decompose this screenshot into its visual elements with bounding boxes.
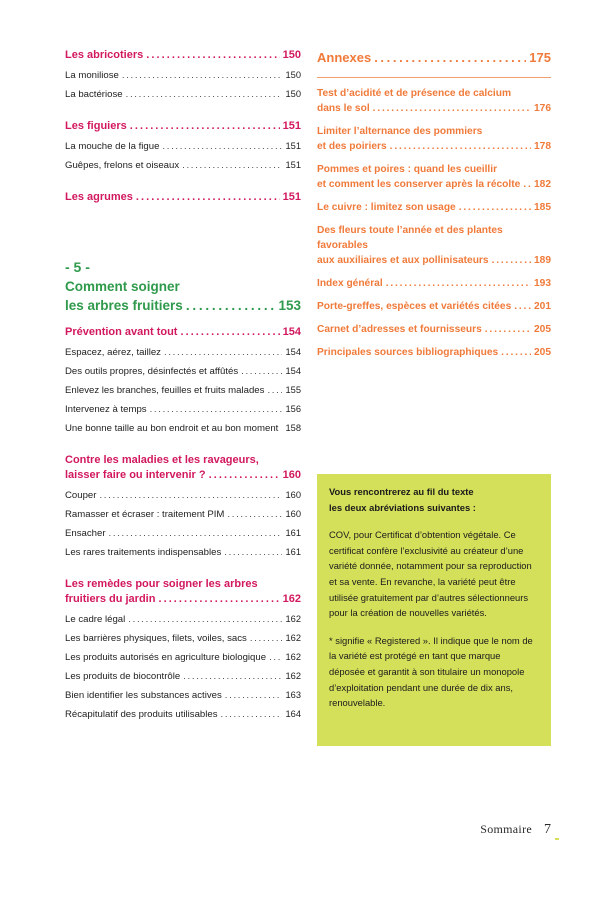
toc-group-prevention [65, 325, 301, 438]
chapter-heading[interactable] [65, 257, 301, 315]
toc-group-remedes [65, 577, 301, 724]
annex-entry[interactable]: Le cuivre : limitez son usage . . . 185 [317, 200, 551, 215]
toc-item[interactable]: Intervenez à temps . . . 156 [65, 400, 301, 419]
toc-group-agrumes [65, 190, 301, 205]
annex-entry[interactable]: Des fleurs toute l’année et des plantes favorables aux auxiliaires et aux pollinisateurs . . . 189 [317, 223, 551, 268]
chapter-title-line1: Comment soigner [65, 279, 180, 294]
box-registered-paragraph: * signifie « Registered ». Il indique que le nom de la variété est protégé en tant que marque déposée et garantit à son titulaire un monopole d’exploitation pendant une durée de dix ans, renouvelable. [329, 634, 533, 709]
toc-item[interactable]: Le cadre légal . . . 162 [65, 610, 301, 629]
annex-entry[interactable]: Principales sources bibliographiques . . . 205 [317, 345, 551, 360]
toc-group-maladies [65, 453, 301, 562]
toc-item[interactable]: La mouche de la figue . . . 151 [65, 137, 301, 156]
footer-accent-mark [555, 838, 559, 840]
chapter-title-line2: les arbres fruitiers [65, 298, 183, 313]
toc-heading[interactable]: Les abricotiers . . . 150 [65, 48, 301, 63]
toc-item[interactable]: Enlevez les branches, feuilles et fruits malades . . . 155 [65, 381, 301, 400]
left-toc-column [65, 48, 301, 739]
toc-item[interactable]: Une bonne taille au bon endroit et au bon moment . . . 158 [65, 419, 301, 438]
toc-item[interactable]: Ramasser et écraser : traitement PIM . . . 160 [65, 505, 301, 524]
annex-entry[interactable]: Limiter l’alternance des pommiers et des poiriers . . . 178 [317, 124, 551, 154]
right-toc-column [317, 48, 551, 368]
toc-item[interactable]: Espacez, aérez, taillez . . . 154 [65, 343, 301, 362]
toc-heading[interactable]: Les figuiers . . . 151 [65, 119, 301, 134]
toc-group-abricotiers [65, 48, 301, 104]
chapter-number: - 5 - [65, 259, 90, 275]
toc-item[interactable]: Couper . . . 160 [65, 486, 301, 505]
annexes-divider [317, 77, 551, 78]
toc-item[interactable]: La bactériose . . . 150 [65, 85, 301, 104]
toc-item[interactable]: Les produits autorisés en agriculture biologique . . . 162 [65, 648, 301, 667]
footer-section-name: Sommaire [480, 822, 532, 836]
page-number: 7 [544, 822, 551, 837]
toc-item[interactable]: Ensacher . . . 161 [65, 524, 301, 543]
toc-item[interactable]: La moniliose . . . 150 [65, 66, 301, 85]
toc-item[interactable]: Les produits de biocontrôle . . . 162 [65, 667, 301, 686]
toc-item[interactable]: Les rares traitements indispensables . . . 161 [65, 543, 301, 562]
toc-item[interactable]: Les barrières physiques, filets, voiles, sacs . . . 162 [65, 629, 301, 648]
toc-item[interactable]: Récapitulatif des produits utilisables . . . 164 [65, 705, 301, 724]
page-footer [480, 822, 551, 838]
box-cov-paragraph: COV, pour Certificat d’obtention végétale. Ce certificat confère l’exclusivité au créateur d’une variété donnée, notamment pour sa reproduction et sa vente. En revanche, la variété peut être utilisée gratuitement par d’autres sélectionneurs pour la création de nouvelles variétés. [329, 529, 532, 619]
toc-heading[interactable]: Les agrumes . . . 151 [65, 190, 301, 205]
annex-entry[interactable]: Index général . . . 193 [317, 276, 551, 291]
annex-entry[interactable]: Test d’acidité et de présence de calcium dans le sol . . . 176 [317, 86, 551, 116]
box-intro: Vous rencontrerez au fil du texte les deux abréviations suivantes : [329, 486, 476, 513]
annex-entry[interactable]: Pommes et poires : quand les cueillir et comment les conserver après la récolte . . . 182 [317, 162, 551, 192]
chapter-page: 153 [278, 298, 301, 313]
annex-entry[interactable]: Carnet d’adresses et fournisseurs . . . 205 [317, 322, 551, 337]
toc-heading[interactable]: Contre les maladies et les ravageurs, laisser faire ou intervenir ? . . . 160 [65, 453, 301, 483]
toc-group-figuiers [65, 119, 301, 175]
toc-item[interactable]: Bien identifier les substances actives . . . 163 [65, 686, 301, 705]
annex-list [317, 86, 551, 360]
abbreviations-box [317, 474, 551, 746]
toc-heading[interactable]: Prévention avant tout . . . 154 [65, 325, 301, 340]
annex-entry[interactable]: Porte-greffes, espèces et variétés citées . . . 201 [317, 299, 551, 314]
toc-item[interactable]: Guêpes, frelons et oiseaux . . . 151 [65, 156, 301, 175]
toc-item[interactable]: Des outils propres, désinfectés et affûtés . . . 154 [65, 362, 301, 381]
annexes-heading[interactable]: Annexes . . . 175 [317, 48, 551, 68]
toc-heading[interactable]: Les remèdes pour soigner les arbres fruitiers du jardin . . . 162 [65, 577, 301, 607]
